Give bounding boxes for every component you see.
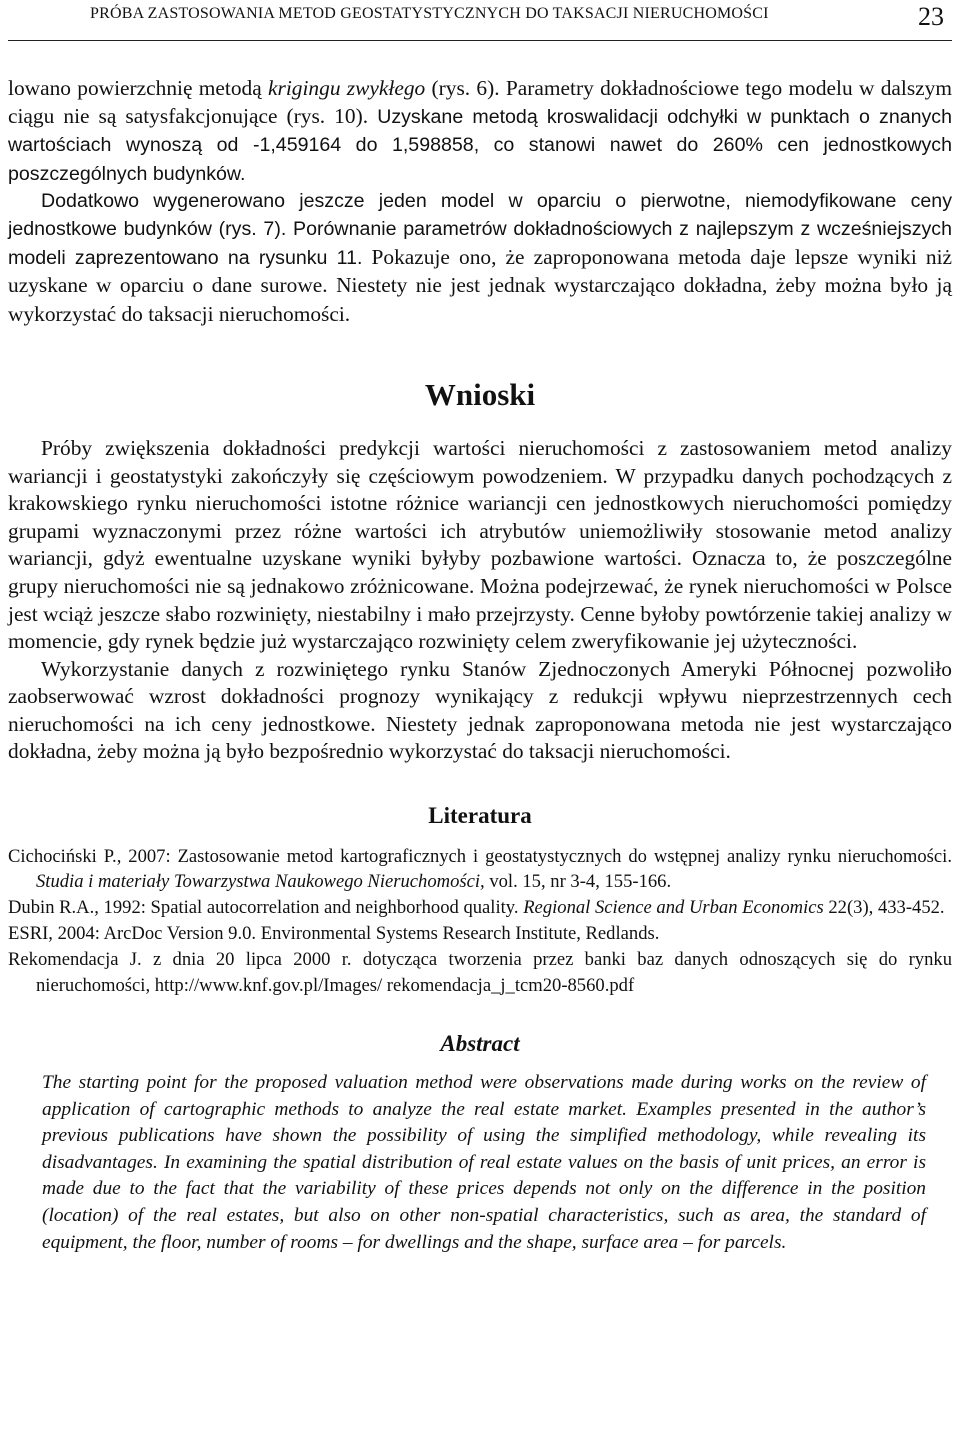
model-text-2: Pokazuje ono, że zaproponowana metoda daje lepsze wyniki niż uzyskane w oparciu o dane surowe. Niestety nie jest jednak wystarczająco dokładna, żeby można było ją wykorzystać do taksacji nieruchomości. [8, 244, 953, 326]
reference-item [8, 947, 952, 999]
reference-item [8, 921, 952, 947]
intro-text-2: (rys. 6). Parametry dokładnościowe tego modelu w dalszym ciągu nie są satysfakcjonujące (rys. 10). [8, 76, 952, 128]
reference-text: Cichociński P., 2007: Zastosowanie metod kartograficznych i geostatystycznych do wstępnej analizy rynku nieruchomości. [8, 845, 952, 867]
intro-text-3: Uzyskane metodą kroswalidacji odchyłki w punktach o znanych wartościach wynoszą od -1,459164 do 1,598858, co stanowi nawet do 260% cen jednostkowych poszczególnych budynków. [8, 105, 952, 185]
intro-italic-term: krigingu zwykłego [268, 76, 426, 100]
conclusions-paragraph-2: Wykorzystanie danych z rozwiniętego rynku Stanów Zjednoczonych Ameryki Północnej pozwoliło zaobserwować wzrost dokładności prognozy wynikający z redukcji wpływu nieprzestrzennych cech nieruchomości na ich ceny jednostkowe. Niestety jednak zaproponowana metoda nie jest wystarczająco dokładna, żeby można ją było bezpośrednio wykorzystać do taksacji nieruchomości. [8, 656, 952, 764]
model-text-1: Dodatkowo wygenerowano jeszcze jeden model w oparciu o pierwotne, niemodyfikowane ceny jednostkowe budynków (rys. 7). Porównanie parametrów dokładnościowych z najlepszym z wcześniejszych modeli zaprezentowano na rysunku 11. [8, 190, 952, 269]
reference-details: 22(3), 433-452. [823, 897, 945, 919]
intro-paragraph [8, 75, 952, 188]
reference-item [8, 895, 952, 921]
abstract-heading: Abstract [440, 1031, 520, 1057]
model-paragraph [8, 188, 952, 329]
reference-item [8, 844, 952, 896]
running-header [8, 0, 952, 41]
reference-details: vol. 15, nr 3-4, 155-166. [484, 871, 672, 893]
reference-source: Studia i materiały Towarzystwa Naukowego Nieruchomości, [36, 871, 485, 893]
reference-text: ESRI, 2004: ArcDoc Version 9.0. Environmental Systems Research Institute, Redlands. [8, 923, 660, 945]
body-text [8, 75, 952, 1256]
literature-heading: Literatura [428, 803, 532, 829]
abstract-text: The starting point for the proposed valuation method were observations made during works on the review of application of cartographic methods to analyze the real estate market. Examples presented in the author’s previous publications have shown the possibility of using the simplified methodology, while revealing its disadvantages. In examining the spatial distribution of real estate values on the basis of unit prices, an error is made due to the fact that the variability of these prices depends not only on the difference in the position (location) of the real estates, but also on other non-spatial characteristics, such as area, the standard of equipment, the floor, number of rooms – for dwellings and the shape, surface area – for parcels. [42, 1072, 926, 1253]
page-number: 23 [918, 2, 944, 31]
conclusions-heading: Wnioski [424, 377, 536, 413]
reference-text: Rekomendacja J. z dnia 20 lipca 2000 r. dotycząca tworzenia przez banki baz danych odnoszących się do rynku nieruchomości, http://www.knf.gov.pl/Images/ rekomendacja_j_tcm20-8560.pdf [8, 948, 952, 996]
reference-list [8, 844, 952, 999]
conclusions-paragraph-1: Próby zwiększenia dokładności predykcji wartości nieruchomości z zastosowaniem metod analizy wariancji i geostatystyki zakończyły się częściowym powodzeniem. W przypadku danych pochodzących z krakowskiego rynku nieruchomości istotne różnice wariancji cen jednostkowych nieruchomości pomiędzy grupami wyznaczonymi przez różne wartości ich atrybutów uniemożliwiły stosowanie metod analizy wariancji, gdyż ewentualne uzyskane wyniki byłyby pozbawione wartości. Oznacza to, że poszczególne grupy nieruchomości nie są jednakowo zróżnicowane. Można podejrzewać, że rynek nieruchomości w Polsce jest wciąż jeszcze słabo rozwinięty, niestabilny i mało przejrzysty. Cenne byłoby powtórzenie takiej analizy w momencie, gdy rynek będzie już wystarczająco rozwinięty celem zweryfikowanie jej użyteczności. [8, 435, 952, 654]
running-title: PRÓBA ZASTOSOWANIA METOD GEOSTATYSTYCZNYCH DO TAKSACJI NIERUCHOMOŚCI [90, 5, 769, 22]
reference-text: Dubin R.A., 1992: Spatial autocorrelation and neighborhood quality. [8, 897, 524, 919]
intro-text-1: lowano powierzchnię metodą [8, 76, 269, 100]
reference-source: Regional Science and Urban Economics [523, 897, 824, 919]
